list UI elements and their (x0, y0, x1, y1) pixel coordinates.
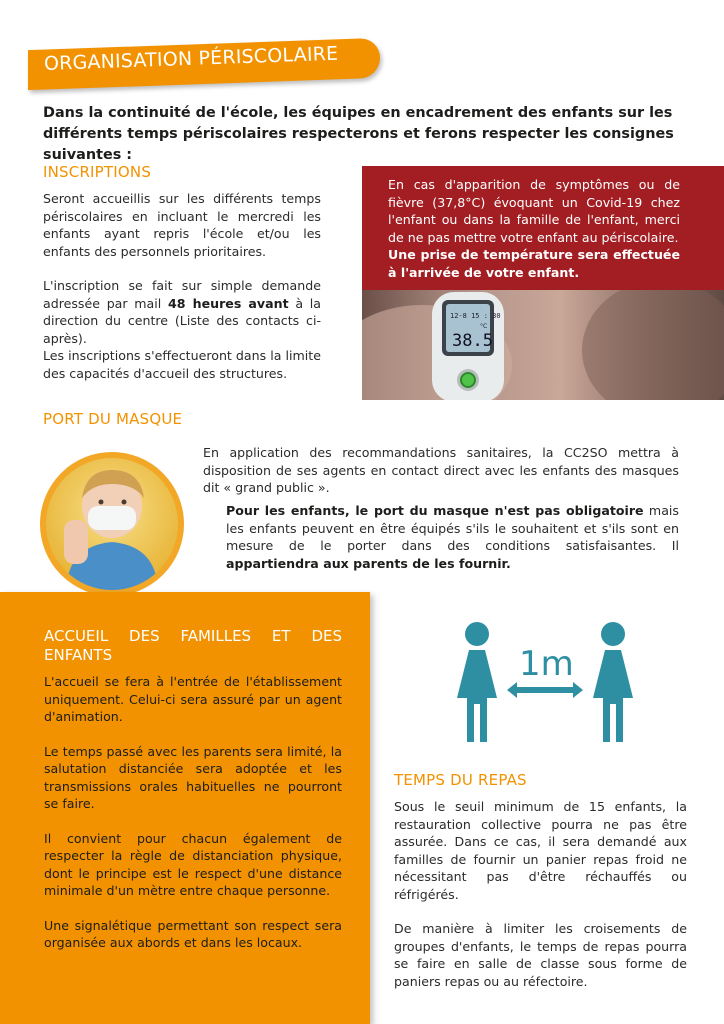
repas-title: TEMPS DU REPAS (394, 771, 527, 789)
thermo-time: 12-8 15 : 30 (450, 312, 501, 320)
repas-p1: Sous le seuil minimum de 15 enfants, la restauration collective pourra ne pas être assurée. Dans ce cas, il sera demandé aux familles de fournir un panier repas froid ne nécessitant pas d'être réchauffés ou réfrigérés. (394, 799, 687, 902)
masque-p1: En application des recommandations sanitaires, la CC2SO mettra à disposition de ses agents en contact direct avec les enfants des masques dit « grand public ». (203, 445, 679, 495)
intro-text: Dans la continuité de l'école, les équipes en encadrement des enfants sur les différents temps périscolaires respecterons et ferons respecter les consignes suivantes : (43, 105, 674, 163)
svg-text:°C: °C (480, 323, 488, 330)
inscriptions-title: INSCRIPTIONS (43, 163, 152, 181)
distance-pictogram (455, 620, 635, 745)
accueil-title: ACCUEIL DES FAMILLES ET DES ENFANTS (44, 627, 342, 664)
masque-title: PORT DU MASQUE (43, 410, 183, 428)
repas-text (394, 798, 687, 990)
inscriptions-text (43, 190, 321, 382)
accueil-p2: Le temps passé avec les parents sera limité, la salutation distanciée sera adoptée et les transmissions orales habituelles ne pourront se faire. (44, 743, 342, 811)
distance-label: 1m (519, 644, 574, 684)
accueil-p3: Il convient pour chacun également de respecter la règle de distanciation physique, dont le principe est le respect d'une distance minimale d'un mètre entre chaque personne. (44, 830, 342, 898)
repas-p2: De manière à limiter les croisements de groupes d'enfants, le temps de repas pourra se faire en salle de classe sous forme de paniers repas ou au réfectoire. (394, 921, 687, 989)
inscriptions-p3: Les inscriptions s'effectueront dans la limite des capacités d'accueil des structures. (43, 348, 321, 381)
alert-text: En cas d'apparition de symptômes ou de fièvre (37,8°C) évoquant un Covid-19 chez l'enfant ou dans la famille de l'enfant, merci de ne pas mettre votre enfant au périscolaire. Une prise de température sera effectuée à l'arrivée de votre enfant. (388, 177, 680, 280)
inscriptions-p2: L'inscription se fait sur simple demande adressée par mail 48 heures avant à la direction du centre (Liste des contacts ci-après). (43, 278, 321, 346)
masque-p2: Pour les enfants, le port du masque n'est pas obligatoire mais les enfants peuvent en être équipés s'ils le souhaitent et s'ils sont en mesure de le porter dans des conditions satisfaisantes. Il appartiendra aux parents de les fournir. (226, 503, 679, 571)
accueil-p4: Une signalétique permettant son respect sera organisée aux abords et dans les locaux. (44, 917, 342, 950)
inscriptions-p1: Seront accueillis sur les différents temps périscolaires en incluant le mercredi les enfants ayant repris l'école et/ou les enfants des personnels prioritaires. (43, 191, 321, 259)
accueil-p1: L'accueil se fera à l'entrée de l'établissement uniquement. Celui-ci sera assuré par un agent d'animation. (44, 674, 342, 724)
thermometer-photo (362, 290, 724, 400)
accueil-text (44, 673, 342, 952)
thermometer-illustration (362, 290, 724, 400)
child-illustration (46, 458, 178, 590)
child-mask-photo (40, 452, 184, 596)
page-title: ORGANISATION PÉRISCOLAIRE (43, 42, 339, 75)
thermo-temp: 38.5 (452, 331, 493, 351)
